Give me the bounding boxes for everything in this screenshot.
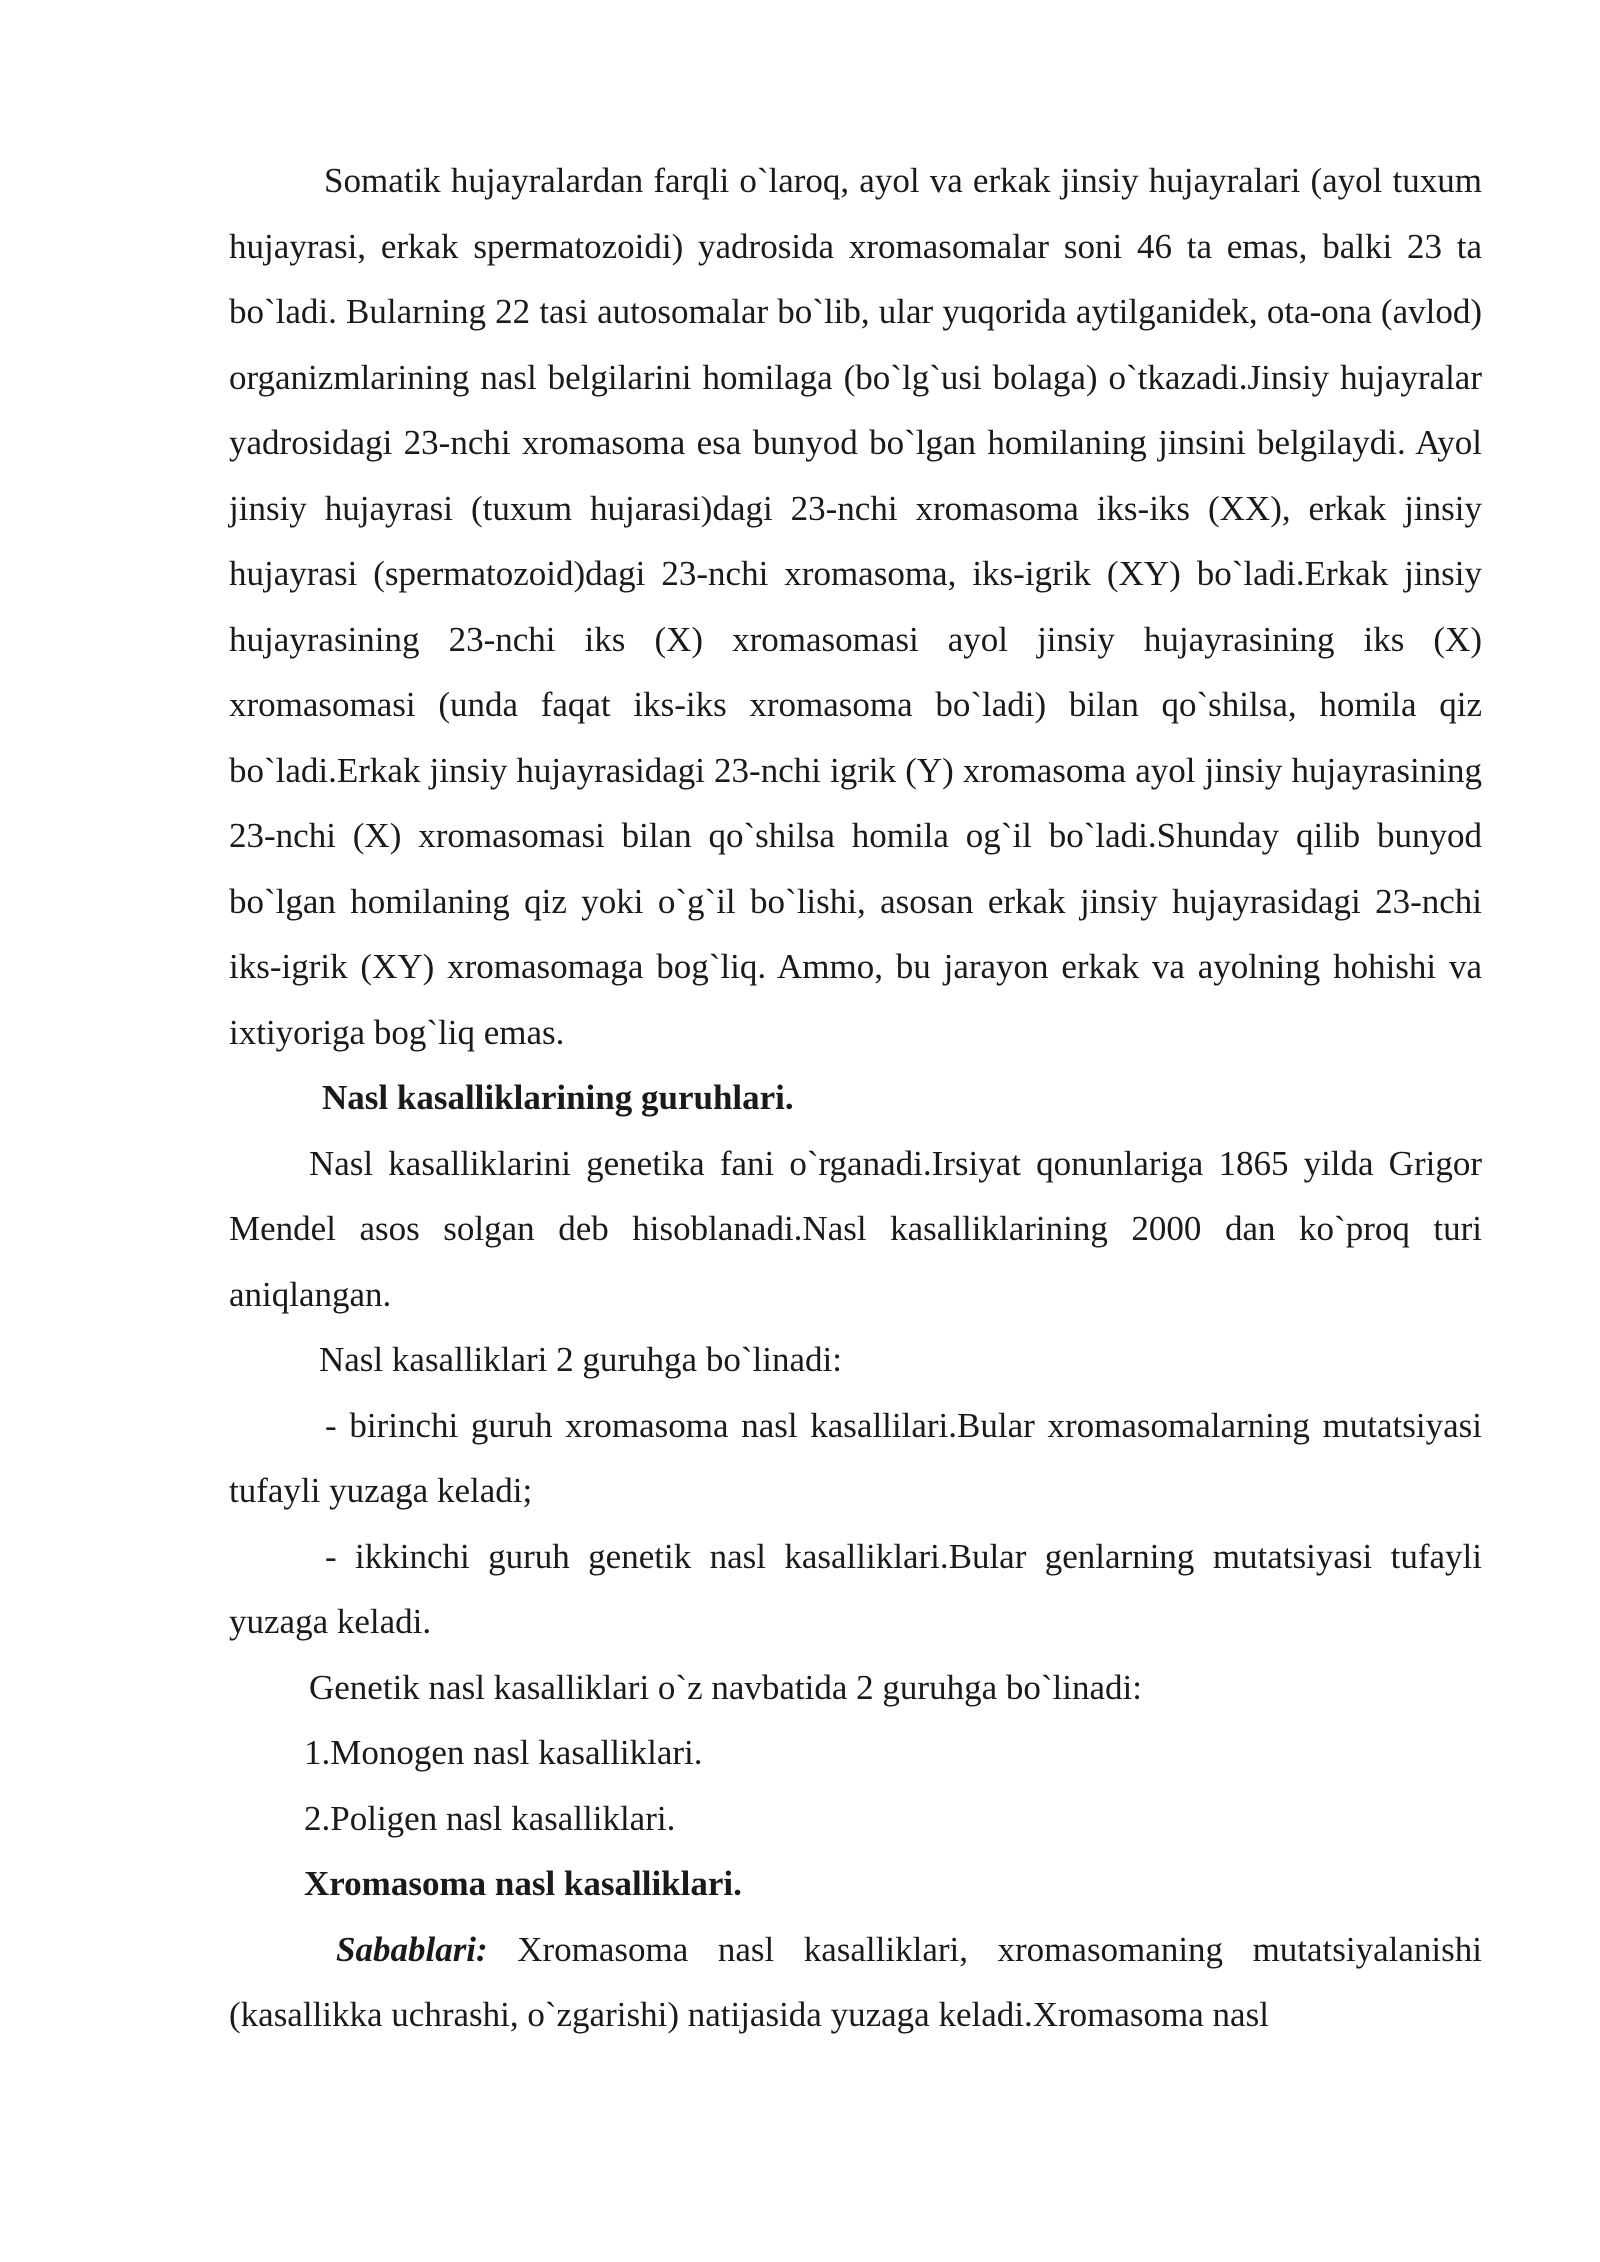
paragraph-genetic-subgroups: Genetik nasl kasalliklari o`z navbatida 2 guruhga bo`linadi: [309, 1667, 1142, 1707]
paragraph-chromosome-sex: Somatik hujayralardan farqli o`laroq, ayol va erkak jinsiy hujayralari (ayol tuxum hujayrasi, erkak spermatozoidi) yadrosida xromasomalar soni 46 ta emas, balki 23 ta bo`ladi. Bularning 22 tasi autosomalar bo`lib, ular yuqorida aytilganidek, ota-ona (avlod) organizmlarining nasl belgilarini homilaga (bo`lg`usi bolaga) o`tkazadi.Jinsiy hujayralar yadrosidagi 23-nchi xromasoma esa bunyod bo`lgan homilaning jinsini belgilaydi. Ayol jinsiy hujayrasi (tuxum hujarasi)dagi 23-nchi xromasoma iks-iks (XX), erkak jinsiy hujayrasi (spermatozoid)dagi 23-nchi xromasoma, iks-igrik (XY) bo`ladi.Erkak jinsiy hujayrasining 23-nchi iks (X) xromasomasi ayol jinsiy hujayrasining iks (X) xromasomasi (unda faqat iks-iks xromasoma bo`ladi) bilan qo`shilsa, homila qiz bo`ladi.Erkak jinsiy hujayrasidagi 23-nchi igrik (Y) xromasoma ayol jinsiy hujayrasining 23-nchi (X) xromasomasi bilan qo`shilsa homila og`il bo`ladi.Shunday qilib bunyod bo`lgan homilaning qiz yoki o`g`il bo`lishi, asosan erkak jinsiy hujayrasidagi 23-nchi iks-igrik (XY) xromasomaga bog`liq. Ammo, bu jarayon erkak va ayolning hohishi va ixtiyoriga bog`liq emas. [229, 161, 1482, 1052]
list-item-monogen: 1.Monogen nasl kasalliklari. [304, 1733, 703, 1772]
paragraph-two-groups: Nasl kasalliklari 2 guruhga bo`linadi: [319, 1340, 842, 1379]
paragraph-genetics-intro: Nasl kasalliklarini genetika fani o`rganadi.Irsiyat qonunlariga 1865 yilda Grigor Mendel asos solgan deb hisoblanadi.Nasl kasalliklarining 2000 dan ko`proq turi aniqlangan. [229, 1143, 1482, 1314]
causes-label: Sabablari: [336, 1929, 488, 1969]
heading-chromosome-diseases: Xromasoma nasl kasalliklari. [304, 1864, 742, 1903]
causes-text: Xromasoma nasl kasalliklari, xromasomaning mutatsiyalanishi (kasallikka uchrashi, o`zgarishi) natijasida yuzaga keladi.Xromasoma nasl [229, 1929, 1482, 2034]
heading-disease-groups: Nasl kasalliklarining guruhlari. [322, 1078, 794, 1117]
document-page [229, 148, 1482, 2048]
paragraph-first-group: - birinchi guruh xromasoma nasl kasallilari.Bular xromasomalarning mutatsiyasi tufayli yuzaga keladi; [229, 1405, 1482, 1510]
paragraph-causes [229, 1917, 1482, 2048]
paragraph-second-group: - ikkinchi guruh genetik nasl kasalliklari.Bular genlarning mutatsiyasi tufayli yuzaga keladi. [229, 1536, 1482, 1641]
list-item-poligen: 2.Poligen nasl kasalliklari. [304, 1798, 676, 1838]
